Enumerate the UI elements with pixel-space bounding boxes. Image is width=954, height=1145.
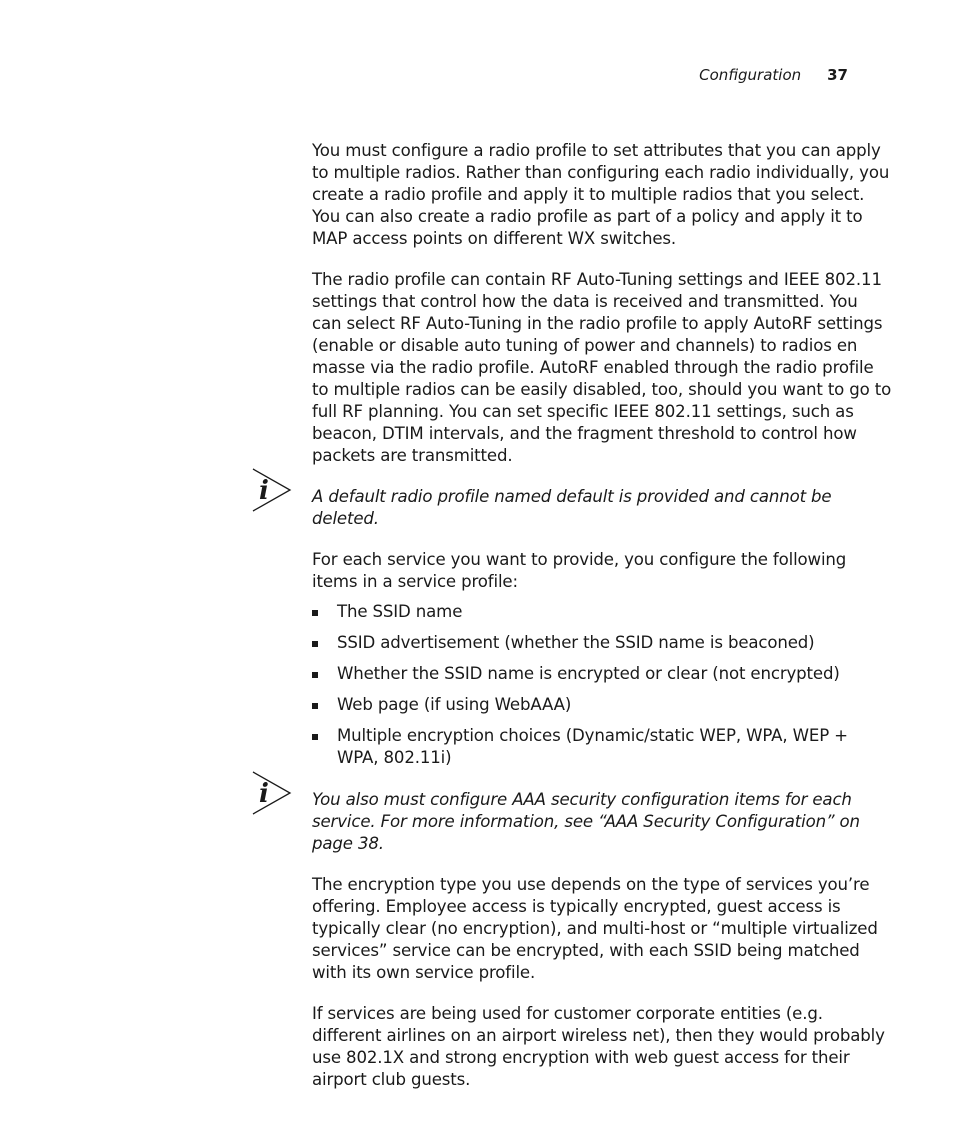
list-item: SSID advertisement (whether the SSID name is beaconed): [312, 632, 892, 654]
running-section-title: Configuration: [699, 66, 802, 84]
list-item: Multiple encryption choices (Dynamic/static WEP, WPA, WEP + WPA, 802.11i): [312, 725, 892, 769]
page-header: [699, 66, 848, 84]
page-body: [259, 140, 892, 1110]
svg-text:i: i: [259, 779, 269, 809]
paragraph-service-profile-intro: For each service you want to provide, you configure the following items in a service profile:: [312, 550, 847, 591]
paragraph-customer-entities: If services are being used for customer corporate entities (e.g. different airlines on an airport wireless net), then they would probably use 802.1X and strong encryption with web guest access for their airport club guests.: [312, 1004, 885, 1089]
note-aaa-security: [259, 779, 892, 855]
paragraph-radio-profile-intro: You must configure a radio profile to set attributes that you can apply to multiple radios. Rather than configuring each radio individually, you create a radio profile and apply it to multiple radios that you select. You can also create a radio profile as part of a policy and apply it to MAP access points on different WX switches.: [312, 141, 890, 248]
note-text: A default radio profile named default is provided and cannot be deleted.: [312, 487, 832, 528]
bullet-square-icon: [312, 610, 318, 616]
info-note-icon: [252, 771, 292, 815]
info-note-icon: [252, 468, 292, 512]
paragraph-radio-profile-contents: The radio profile can contain RF Auto-Tuning settings and IEEE 802.11 settings that control how the data is received and transmitted. You can select RF Auto-Tuning in the radio profile to apply AutoRF settings (enable or disable auto tuning of power and channels) to radios en masse via the radio profile. AutoRF enabled through the radio profile to multiple radios can be easily disabled, too, should you want to go to full RF planning. You can set specific IEEE 802.11 settings, such as beacon, DTIM intervals, and the fragment threshold to control how packets are transmitted.: [312, 270, 892, 465]
list-item: The SSID name: [312, 601, 892, 623]
svg-text:i: i: [259, 476, 269, 506]
page-number: 37: [827, 66, 848, 84]
note-default-profile: [259, 476, 892, 530]
bullet-square-icon: [312, 703, 318, 709]
bullet-square-icon: [312, 672, 318, 678]
bullet-square-icon: [312, 734, 318, 740]
note-text: You also must configure AAA security configuration items for each service. For more information, see “AAA Security Configuration” on page 38.: [312, 790, 860, 853]
service-items-list: [312, 601, 892, 769]
paragraph-encryption-type: The encryption type you use depends on the type of services you’re offering. Employee access is typically encrypted, guest access is typically clear (no encryption), and multi-host or “multiple virtualized services” service can be encrypted, with each SSID being matched with its own service profile.: [312, 875, 878, 982]
list-item: Web page (if using WebAAA): [312, 694, 892, 716]
list-item: Whether the SSID name is encrypted or clear (not encrypted): [312, 663, 892, 685]
bullet-square-icon: [312, 641, 318, 647]
